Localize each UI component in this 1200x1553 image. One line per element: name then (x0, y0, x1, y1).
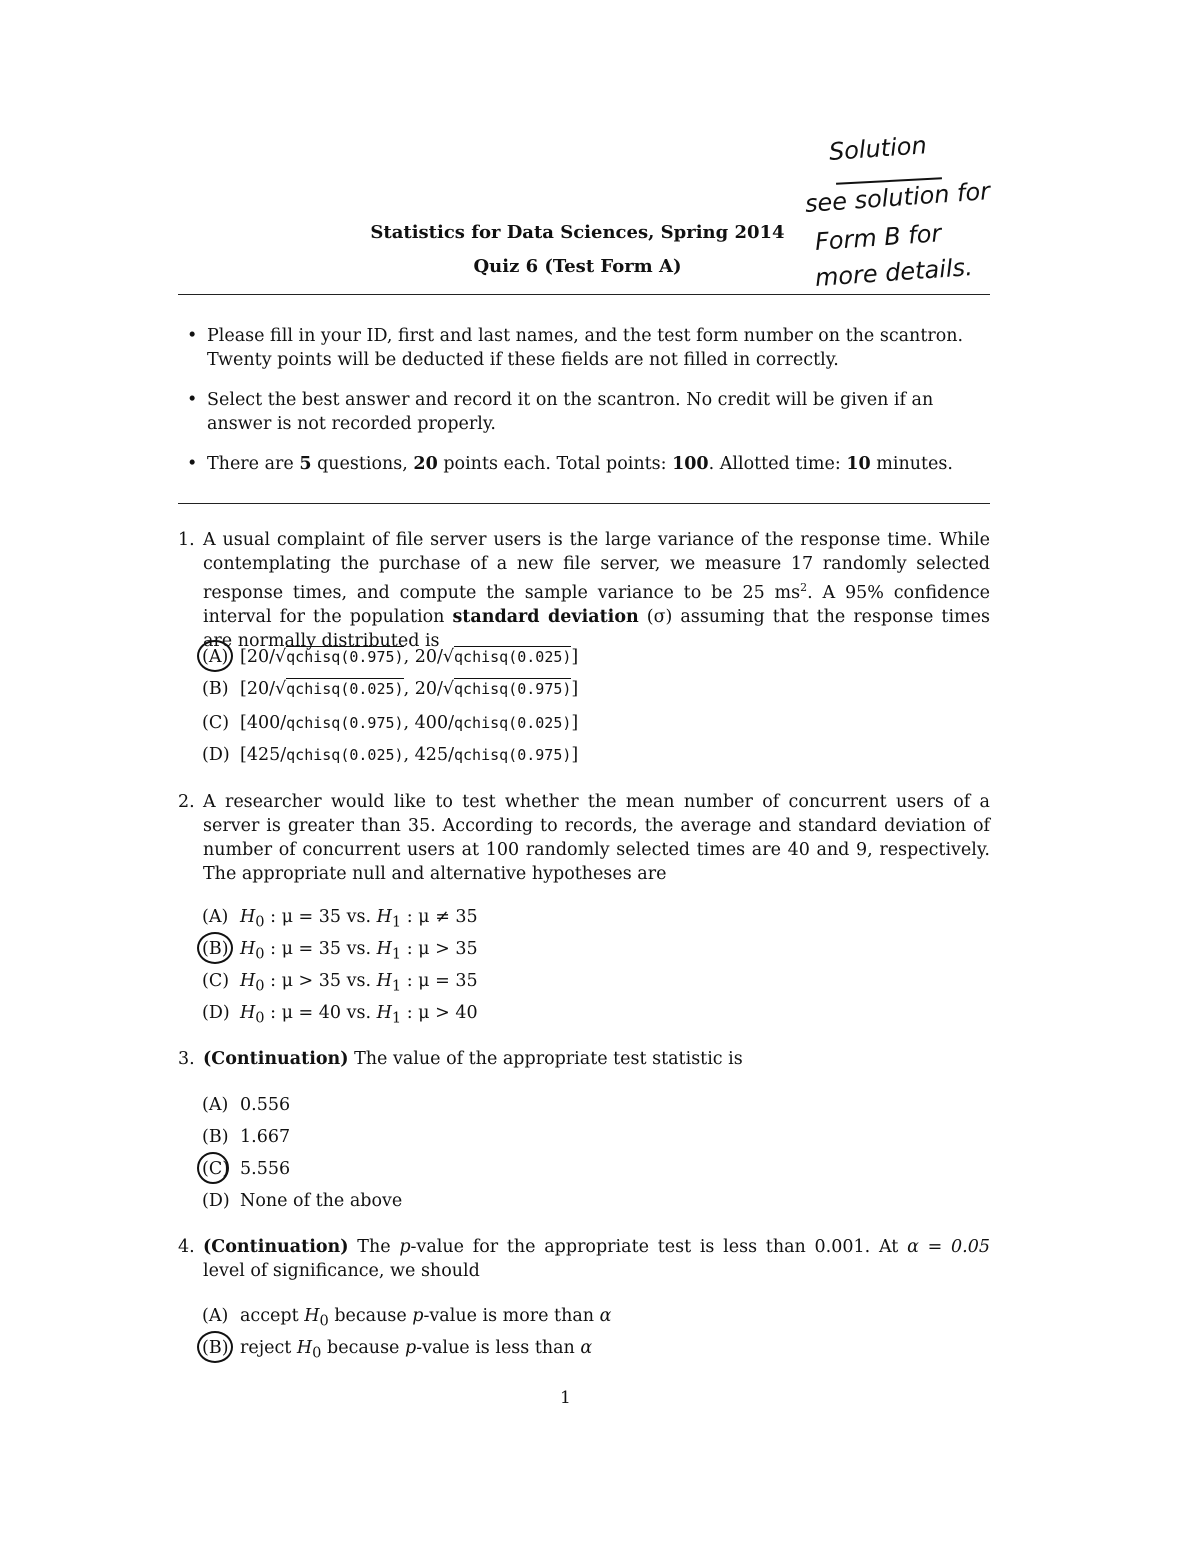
answer-option: (C) [400/qchisq(0.975), 400/qchisq(0.025)] (202, 713, 579, 733)
answer-option: (C) $H_0$ : μ > 35 vs. $H_1$ : μ = 35 (202, 971, 478, 995)
bullet-icon: • (187, 454, 198, 474)
answer-option: (D) None of the above (202, 1191, 403, 1211)
answer-option: (C) 5.556 (202, 1157, 290, 1181)
instruction-text: There are 5 questions, 20 points each. Total points: 100. Allotted time: 10 minutes. (207, 454, 953, 474)
question-text: (Continuation) The value of the appropriate test statistic is (203, 1049, 743, 1069)
instruction-item (187, 452, 992, 476)
course-title: Statistics for Data Sciences, Spring 2014 (370, 222, 785, 243)
answer-option: (B) 1.667 (202, 1127, 291, 1147)
answer-circle-mark (197, 932, 233, 964)
answer-option: (A) [20/√qchisq(0.975), 20/√qchisq(0.025)] (202, 645, 578, 669)
quiz-title: Quiz 6 (Test Form A) (473, 256, 682, 277)
top-rule (178, 294, 990, 295)
answer-circle-mark (197, 640, 233, 672)
answer-circle-mark (197, 1152, 229, 1184)
question-number: 2. (178, 792, 195, 812)
page-number: 1 (560, 1388, 571, 1408)
handwritten-heading: Solution (828, 131, 928, 166)
question-number: 1. (178, 530, 195, 550)
answer-circle-mark (197, 1331, 233, 1363)
handwritten-line-2: Form B for (814, 219, 943, 256)
answer-option: (A) 0.556 (202, 1095, 291, 1115)
question-4 (178, 1235, 990, 1283)
answer-option: (B) $H_0$ : μ = 35 vs. $H_1$ : μ > 35 (202, 937, 478, 967)
bullet-icon: • (187, 326, 198, 346)
instruction-text: Select the best answer and record it on the scantron. No credit will be given if an answer is not recorded properly. (207, 390, 934, 434)
question-text: (Continuation) The p-value for the appropriate test is less than 0.001. At α = 0.05 level of significance, we should (203, 1237, 990, 1281)
answer-option: (A) $H_0$ : μ = 35 vs. $H_1$ : μ ≠ 35 (202, 907, 478, 931)
answer-option: (D) [425/qchisq(0.025), 425/qchisq(0.975)] (202, 745, 579, 765)
instruction-item (187, 324, 992, 372)
bullet-icon: • (187, 390, 198, 410)
question-1 (178, 528, 990, 653)
instruction-item (187, 388, 992, 436)
question-number: 3. (178, 1049, 195, 1069)
question-number: 4. (178, 1237, 195, 1257)
answer-option: (A) accept $H_0$ because p-value is more than α (202, 1306, 612, 1330)
answer-option: (B) reject $H_0$ because p-value is less than α (202, 1336, 592, 1366)
question-2 (178, 790, 990, 886)
middle-rule (178, 503, 990, 504)
answer-option: (D) $H_0$ : μ = 40 vs. $H_1$ : μ > 40 (202, 1003, 478, 1027)
handwritten-line-1: see solution for (804, 177, 991, 218)
question-text: A usual complaint of file server users is the large variance of the response time. While contemplating the purchase of a new file server, we measure 17 randomly selected response times, and compute the sample variance to be 25 $ms^2$. A 95% confidence interval for the population standard deviation (σ) assuming that the response times are normally distributed is (203, 530, 991, 651)
question-3 (178, 1047, 990, 1071)
answer-option: (B) [20/√qchisq(0.025), 20/√qchisq(0.975)] (202, 679, 579, 699)
question-text: A researcher would like to test whether the mean number of concurrent users of a server is greater than 35. According to records, the average and standard deviation of number of concurrent users at 100 randomly selected times are 40 and 9, respectively. The appropriate null and alternative hypotheses are (203, 792, 990, 884)
instruction-text: Please fill in your ID, first and last names, and the test form number on the scantron. Twenty points will be deducted if these fields are not filled in correctly. (207, 326, 964, 370)
handwritten-line-3: more details. (814, 253, 974, 292)
